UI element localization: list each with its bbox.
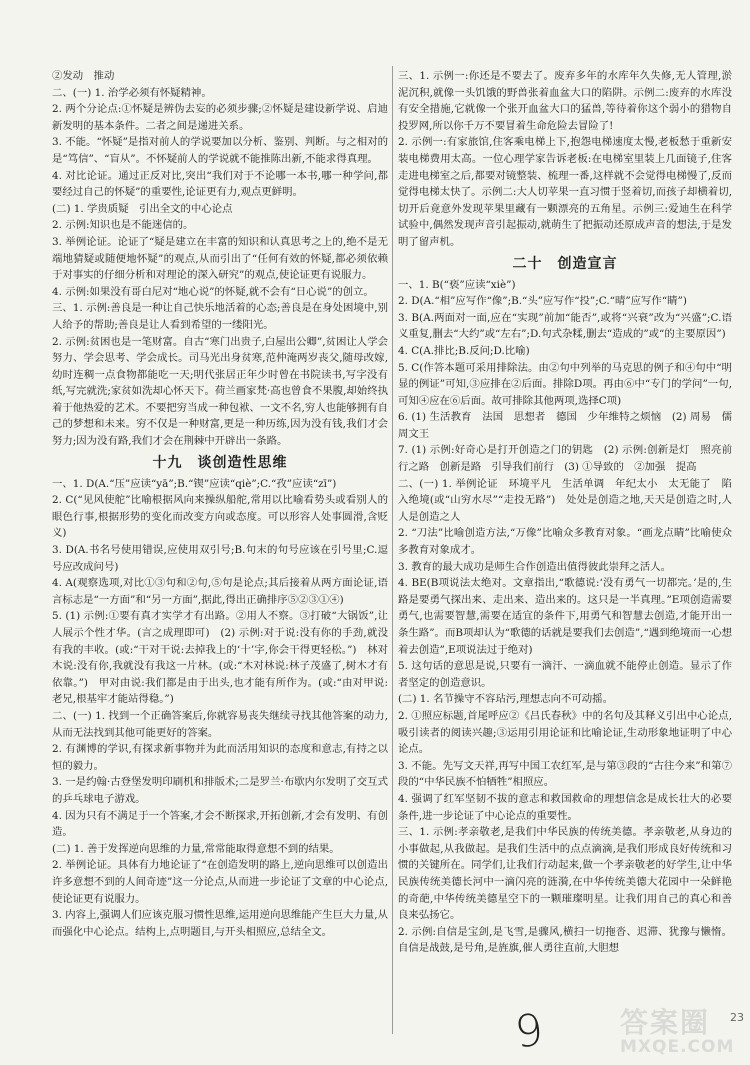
answer-line: 3. 举例论证。论证了“疑是建立在丰富的知识和认真思考之上的,绝不是无端地猜疑或随便地怀疑”的观点,从而引出了“任何有效的怀疑,都必须依赖于对事实的仔细分析和对理论的深入研究”的观点,使论证更有说服力。 — [52, 235, 388, 282]
answer-line: 3. 不能。“怀疑”是指对前人的学说要加以分析、鉴别、判断。与之相对的是“笃信”、“盲从”。不怀疑前人的学说就不能推陈出新,不能求得真理。 — [52, 136, 388, 165]
answer-line: 4. 强调了红军坚韧不拔的意志和救国救命的理想信念是成长壮大的必要条件,进一步论证了中心论点的重要性。 — [398, 792, 732, 822]
answer-line: 二、(一) 1. 找到一个正确答案后,你就容易丧失继续寻找其他答案的动力,从而无法找到其他可能更好的答案。 — [52, 709, 388, 739]
column-divider — [392, 66, 393, 1034]
answer-line: ②发动 推动 — [52, 70, 115, 82]
answer-line: 3. 教育的最大成功是师生合作创造出值得彼此崇拜之活人。 — [398, 560, 671, 573]
watermark-url: MXQE.COM — [620, 1037, 735, 1057]
answer-line: 7. (1) 示例:好奇心是打开创造之门的钥匙 (2) 示例:创新是灯 照亮前行之路 创新是路 引导我们前行 (3) ①导致的 ②加强 提高 — [398, 444, 732, 474]
answer-line: 2. 两个分论点:①怀疑是辨伪去妄的必须步骤;②怀疑是建设新学说、启迪新发明的基本条件。二者之间是递进关系。 — [52, 103, 388, 132]
answer-line: 2. 有渊博的学识,有探求新事物并为此而活用知识的态度和意志,有持之以恒的毅力。 — [52, 743, 388, 772]
answer-line: 2. D(A.“相”应写作“像”;B.“头”应写作“投”;C.“晴”应写作“睛”) — [398, 295, 687, 308]
answer-line: 一、1. D(A.“压”应读“yā”;B.“锲”应读“qiè”;C.“孜”应读“zī”) — [52, 477, 337, 490]
right-column — [398, 68, 743, 957]
answer-line: 2. 示例一:有家旅馆,住客乘电梯上下,抱怨电梯速度太慢,老板愁于重新安装电梯费用太高。一位心理学家告诉老板:在电梯室里装上几面镜子,住客走进电梯室之后,都要对镜整装、梳理一番,这样就不会觉得电梯慢了,反而觉得电梯太快了。示例二:大人切苹果一直习惯于竖着切,而孩子却横着切,切开后竟意外发现苹果里藏有一颗漂亮的五角星。示例三:爱迪生在科学试验中,偶然发现声音引起振动,就萌生了把振动还原成声音的想法,于是发明了留声机。 — [398, 136, 732, 248]
answer-line: 4. 对比论证。通过正反对比,突出“我们对于不论哪一本书,哪一种学问,都要经过自己的怀疑”的重要性,论证更有力,观点更鲜明。 — [52, 169, 388, 199]
answer-line: 4. 示例:如果没有哥白尼对“地心说”的怀疑,就不会有“日心说”的创立。 — [52, 285, 374, 298]
handwritten-mark: 9 — [512, 1004, 546, 1059]
answer-line: 二、(一) 1. 治学必须有怀疑精神。 — [52, 86, 212, 99]
answer-line: (二) 1. 学贵质疑 引出全文的中心论点 — [52, 202, 233, 215]
page-number: 23 — [730, 1011, 744, 1024]
answer-line: 4. A(观察选项,对比①③句和②句,⑤句是论点;其后接着从两方面论证,语言标志是“一方面”和“另一方面”,据此,得出正确排序⑤②③①④) — [52, 577, 388, 606]
answer-line: 4. 因为只有不满足于一个答案,才会不断探求,开拓创新,才会有发明、有创造。 — [52, 809, 388, 839]
answer-line: 5. (1) 示例:①要有真才实学才有出路。②用人不察。③打破“大锅饭”,让人展示个性才华。(言之成理即可) (2) 示例:对于说:没有你的手劲,就没有我的丰收。(或:“干对干说:去掉我上的‘十’字,你会干得更轻松。”) 林对木说:没有你,我就没有我这一片林。(或:“木对林说:林子茂盛了,树木才有依靠。”) 甲对由说:我们都是由于出头,也才能有所作为。(或:“由对甲说:老兄,根基牢才能站得稳。”) — [52, 610, 388, 706]
answer-line: 4. BE(B项说法太绝对。文章指出,“歌德说:‘没有勇气一切都完。’是的,生路是要勇气探出来、走出来、造出来的。这只是一半真理。”E项创造需要勇气,也需要智慧,需要在适宜的条件下,用勇气和智慧去创造,才能开出一条生路”。而B项却认为“歌德的话就是要我们去创造”,“遇到绝境而一心想着去创造”,E项说法过于绝对) — [398, 577, 732, 656]
answer-line: 3. 内容上,强调人们应该克服习惯性思维,运用逆向思维能产生巨大力量,从而强化中心论点。结构上,点明题目,与开头相照应,总结全文。 — [52, 909, 388, 938]
section-title: 二十 创造宣言 — [512, 255, 618, 272]
answer-line: 3. D(A.书名号使用错误,应使用双引号;B.句末的句号应该在引号里;C.逗号应改成问号) — [52, 544, 388, 573]
answer-line: 6. (1) 生活教育 法国 思想者 德国 少年维特之烦恼 (2) 周易 儒 周文王 — [398, 411, 743, 440]
answer-line: 三、1. 示例一:你还是不要去了。废弃多年的水库年久失修,无人管理,淤泥沉积,就像一头饥饿的野兽张着血盆大口的陷阱。示例二:废弃的水库没有安全措施,它就像一个张开血盆大口的猛兽,等待着你这个弱小的猎物自投罗网,所以你千万不要冒着生命危险去冒险了! — [398, 70, 732, 132]
answer-line: (二) 1. 善于发挥逆向思维的力量,常常能取得意想不到的结果。 — [52, 842, 340, 855]
answer-line: 三、1. 示例:善良是一种让自己快乐地活着的心态;善良是在身处困境中,别人给予的帮助;善良是让人看到希望的一缕阳光。 — [52, 302, 388, 331]
answer-line: 2. 举例论证。具体有力地论证了“在创造发明的路上,逆向思维可以创造出许多意想不到的人间奇迹”这一分论点,从而进一步论证了文章的中心论点,使论证更有说服力。 — [52, 859, 388, 905]
answer-line: 3. 不能。先写文天祥,再写中国工农红军,是与第③段的“古往今来”和第⑦段的“中华民族不怕牺牲”相照应。 — [398, 759, 732, 789]
answer-line: 3. B(A.两面对一面,应在“实现”前加“能否”,或将“兴衰”改为“兴盛”;C.语义重复,删去“大约”或“左右”;D.句式杂糅,删去“造成的”或“的主要原因”) — [398, 311, 732, 341]
site-watermark — [620, 1008, 738, 1060]
answer-line: 2. 示例:自信是宝剑,是飞雪,是骤风,横扫一切拖沓、迟滞、犹豫与懒惰。自信是战鼓,是号角,是旌旗,催人勇往直前,大胆想 — [398, 925, 732, 955]
answer-line: 2. 示例:贫困也是一笔财富。自古“寒门出贵子,白屋出公卿”,贫困让人学会努力、学会思考、学会成长。司马光出身贫寒,范仲淹两岁丧父,随母改嫁,幼时连稠一点食物都能吃一天;明代张居正年少时曾在书院读书,写字没有纸,写完就洗;家贫如洗却心怀天下。荷兰画家梵·高也曾食不果腹,却始终执着于他热爱的艺术。不要把穷当成一种包袱、一文不名,穷人也能够拥有自己的梦想和未来。穷不仅是一种财富,更是一种历练,因为没有钱,我们才会努力;因为没有路,我们才会在荆棘中开辟出一条路。 — [52, 335, 388, 448]
answer-line: 2. ①照应标题,首尾呼应②《吕氏春秋》中的名句及其释义引出中心论点,吸引读者的阅读兴趣;③运用引用论证和比喻论证,生动形象地证明了中心论点。 — [398, 709, 732, 756]
answer-line: 三、1. 示例:孝亲敬老,是我们中华民族的传统美德。孝亲敬老,从身边的小事做起,从我做起。是我们生活中的点点滴滴,是我们形成良好传统和习惯的关键所在。同学们,让我们行动起来,做一个孝亲敬老的好学生,让中华民族传统美德长河中一滴闪亮的涟漪,在中华传统美德大花园中一朵鲜艳的奇葩,中华传统美德星空下的一颗璀璨明星。让我们用自己的真心和善良来弘扬它。 — [398, 826, 732, 922]
answer-line: 4. C(A.排比;B.反问;D.比喻) — [398, 344, 530, 357]
left-column — [52, 68, 388, 940]
answer-line: 二、(一) 1. 举例论证 环境平凡 生活单调 年纪太小 太无能了 陷入绝境(或“山穷水尽”“走投无路”) 处处是创造之地,天天是创造之时,人人是创造之人 — [398, 477, 732, 523]
answer-line: 5. C(作答本题可采用排除法。由②句中列举的马克思的例子和④句中“明显的例证”可知,③应排在②后面。排除D项。再由⑥中“专门的学问”一句,可知④应在⑥后面。故可排除其他两项,选择C项) — [398, 361, 732, 407]
answer-line: 5. 这句话的意思是说,只要有一滴汗、一滴血就不能停止创造。显示了作者坚定的创造意识。 — [398, 660, 732, 689]
answer-line: 2. C(“见风使舵”比喻根据风向来操纵船舵,常用以比喻看势头或看别人的眼色行事,根据形势的变化而改变方向或态度。可以形容人处事圆滑,含贬义) — [52, 494, 388, 540]
watermark-logo-text: 答案圈 — [620, 1006, 711, 1039]
answer-line: 一、1. B(“亵”应读“xiè”) — [398, 278, 516, 291]
answer-line: 3. 一是约翰·古登堡发明印刷机和排版术;二是罗兰·布歇内尔发明了交互式的乒乓球电子游戏。 — [52, 776, 388, 805]
answer-line: (二) 1. 名节操守不容玷污,理想志向不可动摇。 — [398, 693, 613, 706]
answer-line: 2. “刀法”比喻创造方法,“万像”比喻众多教育对象。“画龙点睛”比喻使众多教育对象成才。 — [398, 527, 732, 557]
section-title: 十九 谈创造性思维 — [152, 454, 288, 471]
answer-line: 2. 示例:知识也是不能迷信的。 — [52, 219, 194, 232]
